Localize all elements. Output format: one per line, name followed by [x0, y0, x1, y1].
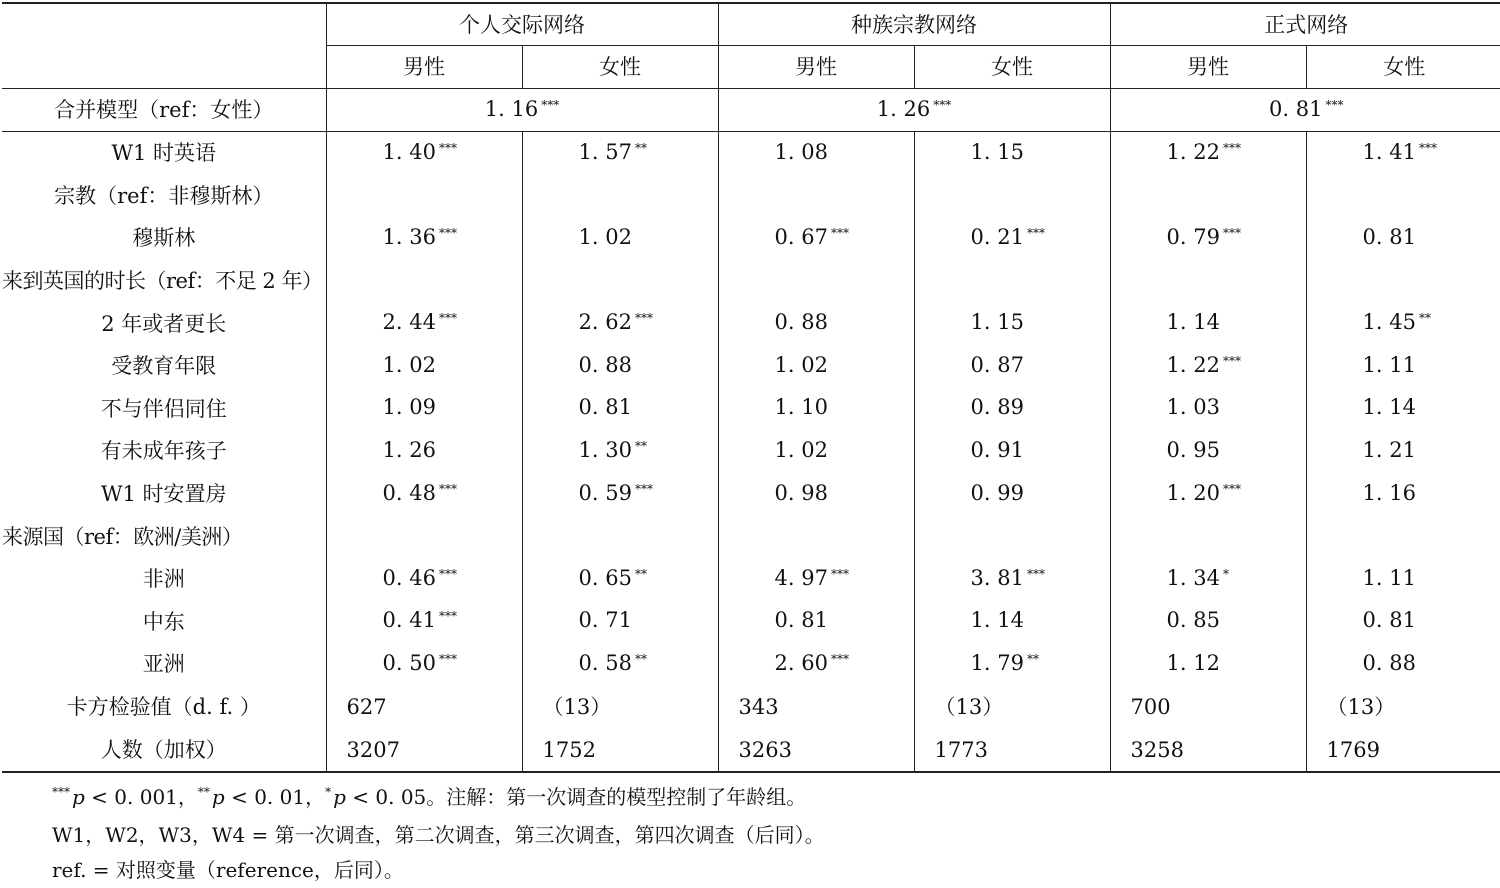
value-cell: 0. 98 — [718, 473, 914, 516]
row-label: 不与伴侣同住 — [100, 396, 227, 421]
value-cell: 0. 50 *** — [326, 643, 522, 686]
group-header-formal: 正式网络 — [1110, 3, 1500, 46]
regression-table — [2, 2, 1500, 773]
row-label: 亚洲 — [142, 652, 185, 677]
pooled-value: 1. 16 *** — [326, 89, 718, 132]
value-cell — [914, 175, 1110, 218]
value-cell: 627 — [326, 686, 522, 729]
significance-mark: *** — [1418, 140, 1437, 155]
value-cell: 1. 14 — [1306, 388, 1500, 431]
table-row — [2, 132, 1500, 175]
table-row — [2, 260, 1500, 303]
value-cell: 1. 02 — [718, 345, 914, 388]
significance-mark: *** — [1222, 140, 1241, 155]
table-row — [2, 601, 1500, 644]
value-cell: 1752 — [522, 728, 718, 772]
value-cell — [1306, 515, 1500, 558]
row-label: 来到英国的时长（ref：不足 2 年） — [2, 269, 323, 294]
value-cell: 3. 81 *** — [914, 558, 1110, 601]
value-cell — [326, 175, 522, 218]
value-cell: 0. 59 *** — [522, 473, 718, 516]
value-cell: 1. 15 — [914, 132, 1110, 175]
value-cell: 1. 02 — [718, 430, 914, 473]
value-cell: （13） — [522, 686, 718, 729]
value-cell: 1. 40 *** — [326, 132, 522, 175]
value-cell — [718, 515, 914, 558]
row-label: W1 时英语 — [2, 132, 326, 175]
note-significance: *** p < 0. 001，** p < 0. 01，* p < 0. 05。注解：第一次调查的模型控制了年龄组。 — [52, 785, 807, 809]
value-cell: 0. 67 *** — [718, 217, 914, 260]
value-cell — [1110, 260, 1306, 303]
value-cell: 1. 11 — [1306, 345, 1500, 388]
row-label: 人数（加权） — [2, 728, 326, 772]
value-cell — [1306, 260, 1500, 303]
significance-mark: *** — [1222, 353, 1241, 368]
sub-header: 女性 — [914, 46, 1110, 89]
value-cell: 0. 81 — [1306, 601, 1500, 644]
table-row — [2, 728, 1500, 772]
value-cell: （13） — [1306, 686, 1500, 729]
row-label: 非洲 — [142, 567, 185, 592]
significance-mark: ** — [634, 566, 647, 581]
value-cell — [1110, 175, 1306, 218]
value-cell: 3258 — [1110, 728, 1306, 772]
sub-header: 女性 — [1306, 46, 1500, 89]
table-row — [2, 643, 1500, 686]
row-label: 穆斯林 — [132, 226, 196, 251]
value-cell: 0. 81 — [1306, 217, 1500, 260]
value-cell: 1. 45 ** — [1306, 302, 1500, 345]
value-cell: 1. 14 — [1110, 302, 1306, 345]
significance-mark: *** — [438, 481, 457, 496]
value-cell: 1. 26 — [326, 430, 522, 473]
value-cell: 0. 81 — [522, 388, 718, 431]
value-cell: 0. 89 — [914, 388, 1110, 431]
value-cell: 1. 03 — [1110, 388, 1306, 431]
table-row — [2, 473, 1500, 516]
table-row — [2, 388, 1500, 431]
sub-header: 男性 — [1110, 46, 1306, 89]
value-cell: 2. 60 *** — [718, 643, 914, 686]
value-cell: 0. 65 ** — [522, 558, 718, 601]
table-row — [2, 515, 1500, 558]
pooled-value: 1. 26 *** — [718, 89, 1110, 132]
value-cell: 3207 — [326, 728, 522, 772]
significance-mark: *** — [830, 651, 849, 666]
value-cell: 0. 46 *** — [326, 558, 522, 601]
table-row — [2, 345, 1500, 388]
note-waves: W1，W2，W3，W4 = 第一次调查，第二次调查，第三次调查，第四次调查（后同）。 — [52, 823, 825, 847]
value-cell: 1. 41 *** — [1306, 132, 1500, 175]
value-cell — [914, 260, 1110, 303]
pooled-label: 合并模型（ref：女性） — [2, 89, 326, 132]
significance-mark: ** — [1026, 651, 1039, 666]
value-cell: 1. 36 *** — [326, 217, 522, 260]
row-label: W1 时安置房 — [100, 482, 227, 507]
significance-mark: *** — [438, 609, 457, 624]
sub-header: 男性 — [326, 46, 522, 89]
value-cell: 0. 91 — [914, 430, 1110, 473]
row-label: 宗教（ref：非穆斯林） — [54, 183, 274, 208]
value-cell — [522, 175, 718, 218]
value-cell: 0. 58 ** — [522, 643, 718, 686]
table-notes — [52, 780, 825, 888]
value-cell: 2. 62 *** — [522, 302, 718, 345]
row-label: 有未成年孩子 — [100, 439, 227, 464]
significance-mark: *** — [830, 566, 849, 581]
significance-mark: *** — [634, 481, 653, 496]
value-cell: 3263 — [718, 728, 914, 772]
significance-mark: *** — [634, 311, 653, 326]
value-cell: 343 — [718, 686, 914, 729]
value-cell: 0. 41 *** — [326, 601, 522, 644]
value-cell: 1. 30 ** — [522, 430, 718, 473]
significance-mark: ** — [634, 438, 647, 453]
value-cell: 700 — [1110, 686, 1306, 729]
value-cell: 1. 11 — [1306, 558, 1500, 601]
value-cell: 0. 99 — [914, 473, 1110, 516]
value-cell: 1. 16 — [1306, 473, 1500, 516]
value-cell — [718, 260, 914, 303]
value-cell: 1. 57 ** — [522, 132, 718, 175]
significance-mark: ** — [634, 651, 647, 666]
significance-mark: *** — [438, 651, 457, 666]
value-cell — [1306, 175, 1500, 218]
significance-mark: *** — [1222, 225, 1241, 240]
group-header-ethnic-religious: 种族宗教网络 — [718, 3, 1110, 46]
row-label: 2 年或者更长 — [101, 311, 227, 336]
significance-mark: *** — [1222, 481, 1241, 496]
row-label: 受教育年限 — [111, 354, 217, 379]
significance-mark: *** — [438, 225, 457, 240]
group-header-personal: 个人交际网络 — [326, 3, 718, 46]
value-cell — [522, 260, 718, 303]
value-cell: 1. 22 *** — [1110, 345, 1306, 388]
value-cell — [326, 260, 522, 303]
value-cell: （13） — [914, 686, 1110, 729]
value-cell: 1. 34 * — [1110, 558, 1306, 601]
significance-mark: *** — [830, 225, 849, 240]
significance-mark: *** — [1026, 566, 1045, 581]
value-cell — [522, 515, 718, 558]
value-cell: 1. 12 — [1110, 643, 1306, 686]
value-cell: 0. 87 — [914, 345, 1110, 388]
row-label: 中东 — [142, 609, 185, 634]
value-cell: 1. 22 *** — [1110, 132, 1306, 175]
value-cell: 0. 48 *** — [326, 473, 522, 516]
table-row — [2, 302, 1500, 345]
note-reference: ref. = 对照变量（reference，后同）。 — [52, 858, 404, 882]
value-cell: 1. 14 — [914, 601, 1110, 644]
value-cell: 0. 81 — [718, 601, 914, 644]
value-cell: 1. 02 — [522, 217, 718, 260]
significance-mark: ** — [634, 140, 647, 155]
value-cell: 0. 79 *** — [1110, 217, 1306, 260]
row-label: 卡方检验值（d. f. ） — [66, 695, 261, 720]
value-cell: 0. 95 — [1110, 430, 1306, 473]
value-cell — [914, 515, 1110, 558]
value-cell: 1769 — [1306, 728, 1500, 772]
value-cell: 1. 79 ** — [914, 643, 1110, 686]
significance-mark: *** — [438, 140, 457, 155]
value-cell: 1. 09 — [326, 388, 522, 431]
value-cell: 1. 21 — [1306, 430, 1500, 473]
value-cell: 0. 71 — [522, 601, 718, 644]
value-cell: 0. 88 — [1306, 643, 1500, 686]
value-cell: 2. 44 *** — [326, 302, 522, 345]
value-cell: 1. 15 — [914, 302, 1110, 345]
table-row — [2, 217, 1500, 260]
significance-mark: ** — [1418, 311, 1431, 326]
row-label: 来源国（ref：欧洲/美洲） — [2, 524, 243, 549]
value-cell — [326, 515, 522, 558]
value-cell: 0. 85 — [1110, 601, 1306, 644]
value-cell: 1. 08 — [718, 132, 914, 175]
value-cell: 1. 20 *** — [1110, 473, 1306, 516]
sub-header: 女性 — [522, 46, 718, 89]
value-cell: 0. 21 *** — [914, 217, 1110, 260]
table-row — [2, 558, 1500, 601]
value-cell: 0. 88 — [522, 345, 718, 388]
table-row — [2, 430, 1500, 473]
value-cell: 1773 — [914, 728, 1110, 772]
significance-mark: *** — [438, 311, 457, 326]
pooled-value: 0. 81 *** — [1110, 89, 1500, 132]
value-cell — [1110, 515, 1306, 558]
value-cell: 0. 88 — [718, 302, 914, 345]
corner-cell — [2, 3, 326, 89]
sub-header: 男性 — [718, 46, 914, 89]
significance-mark: * — [1222, 566, 1229, 581]
significance-mark: *** — [438, 566, 457, 581]
value-cell: 1. 02 — [326, 345, 522, 388]
significance-mark: *** — [1026, 225, 1045, 240]
value-cell — [718, 175, 914, 218]
table-row — [2, 175, 1500, 218]
value-cell: 4. 97 *** — [718, 558, 914, 601]
table-row — [2, 686, 1500, 729]
value-cell: 1. 10 — [718, 388, 914, 431]
